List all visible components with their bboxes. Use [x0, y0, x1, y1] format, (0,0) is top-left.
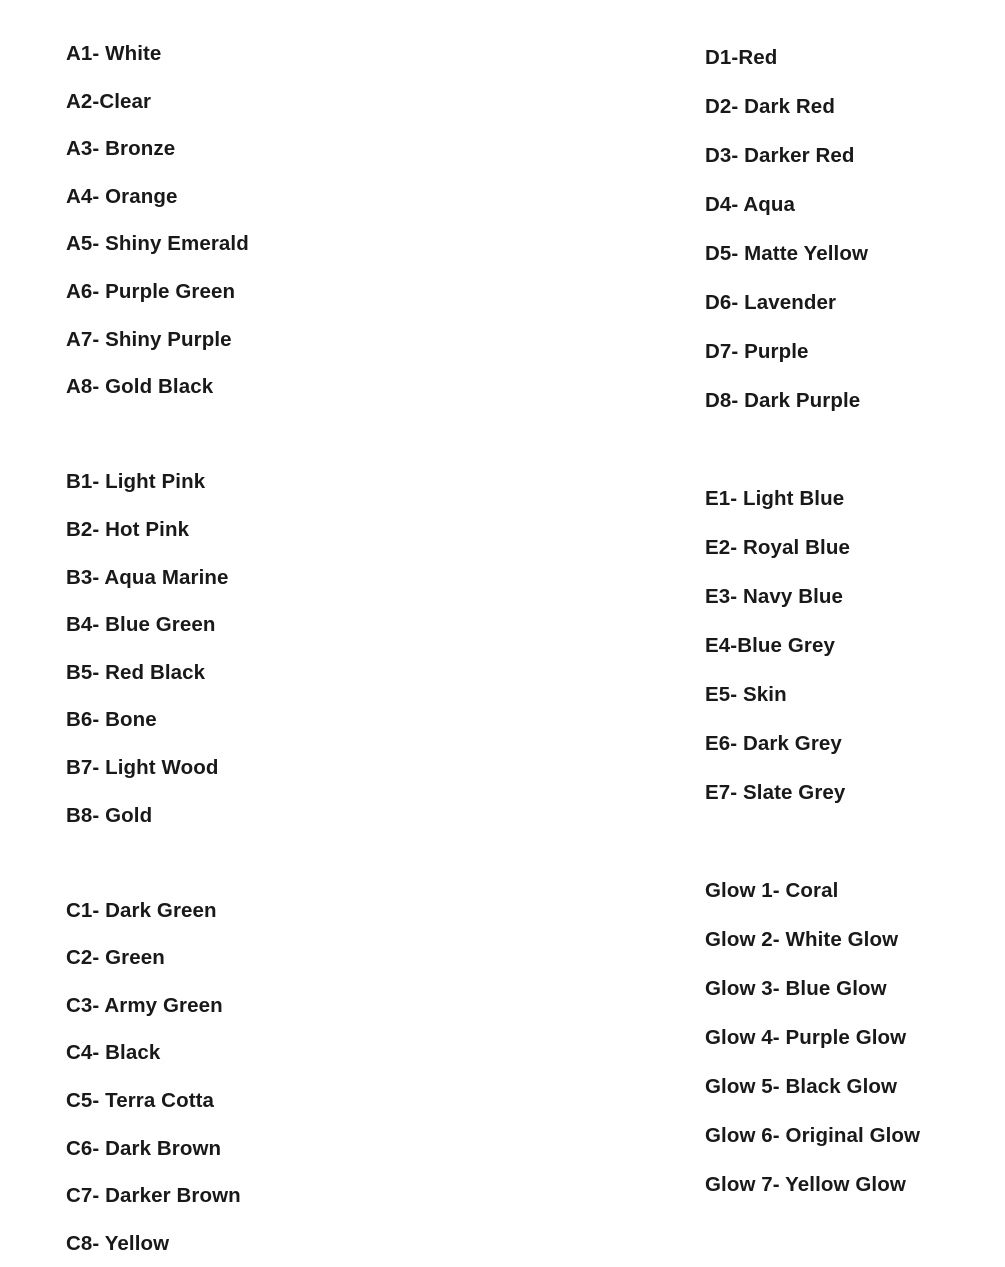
section-e	[705, 474, 920, 817]
section-d	[705, 33, 920, 425]
color-list-item: Glow 3- Blue Glow	[705, 977, 887, 1000]
color-list-item: Glow 4- Purple Glow	[705, 1026, 907, 1049]
color-list-item: C2- Green	[66, 946, 165, 970]
right-column	[705, 33, 920, 1209]
color-list-item: A2-Clear	[66, 89, 152, 113]
color-list-item: D6- Lavender	[705, 291, 837, 314]
color-list-item: A5- Shiny Emerald	[66, 232, 249, 256]
color-list-item: Glow 7- Yellow Glow	[705, 1173, 906, 1196]
section-c	[66, 887, 249, 1267]
color-list-item: B8- Gold	[66, 803, 153, 827]
color-list-item: E5- Skin	[705, 683, 787, 706]
color-list-item: D4- Aqua	[705, 193, 796, 216]
section-a	[66, 30, 249, 411]
color-list-item: E7- Slate Grey	[705, 781, 846, 804]
color-list-item: D2- Dark Red	[705, 95, 835, 118]
color-list-item: D7- Purple	[705, 340, 809, 363]
color-list-item: D8- Dark Purple	[705, 389, 861, 412]
color-list-item: C7- Darker Brown	[66, 1184, 241, 1208]
color-list-item: C4- Black	[66, 1041, 161, 1065]
color-list-item: E6- Dark Grey	[705, 732, 842, 755]
color-list-item: A6- Purple Green	[66, 279, 236, 303]
color-list-item: C3- Army Green	[66, 993, 223, 1017]
color-list-item: B4- Blue Green	[66, 613, 216, 637]
color-list-item: B7- Light Wood	[66, 755, 219, 779]
color-list-item: Glow 2- White Glow	[705, 928, 899, 951]
color-list-item: E3- Navy Blue	[705, 585, 844, 608]
color-list-item: Glow 6- Original Glow	[705, 1124, 921, 1147]
color-list-item: Glow 5- Black Glow	[705, 1075, 898, 1098]
color-list-item: C1- Dark Green	[66, 898, 217, 922]
color-list-item: C8- Yellow	[66, 1231, 170, 1255]
color-list-item: A4- Orange	[66, 184, 178, 208]
color-list-item: A3- Bronze	[66, 137, 176, 161]
left-column	[66, 30, 249, 1267]
color-list-item: A8- Gold Black	[66, 375, 214, 399]
color-list-item: B6- Bone	[66, 708, 157, 732]
color-list-item: B5- Red Black	[66, 660, 206, 684]
color-list-item: B2- Hot Pink	[66, 517, 190, 541]
section-glow	[705, 866, 920, 1209]
color-list-item: Glow 1- Coral	[705, 879, 839, 902]
color-list-item: E2- Royal Blue	[705, 536, 850, 559]
color-list-item: E4-Blue Grey	[705, 634, 835, 657]
color-list-item: C5- Terra Cotta	[66, 1089, 215, 1113]
color-list-item: D5- Matte Yellow	[705, 242, 868, 265]
color-list-item: D1-Red	[705, 46, 778, 69]
color-list-item: A1- White	[66, 42, 162, 65]
color-list-item: D3- Darker Red	[705, 144, 855, 167]
section-b	[66, 458, 249, 839]
color-list-item: B1- Light Pink	[66, 470, 206, 494]
color-list-item: C6- Dark Brown	[66, 1136, 222, 1160]
color-list-item: A7- Shiny Purple	[66, 327, 232, 351]
color-list-item: B3- Aqua Marine	[66, 565, 229, 589]
color-list-item: E1- Light Blue	[705, 487, 845, 510]
